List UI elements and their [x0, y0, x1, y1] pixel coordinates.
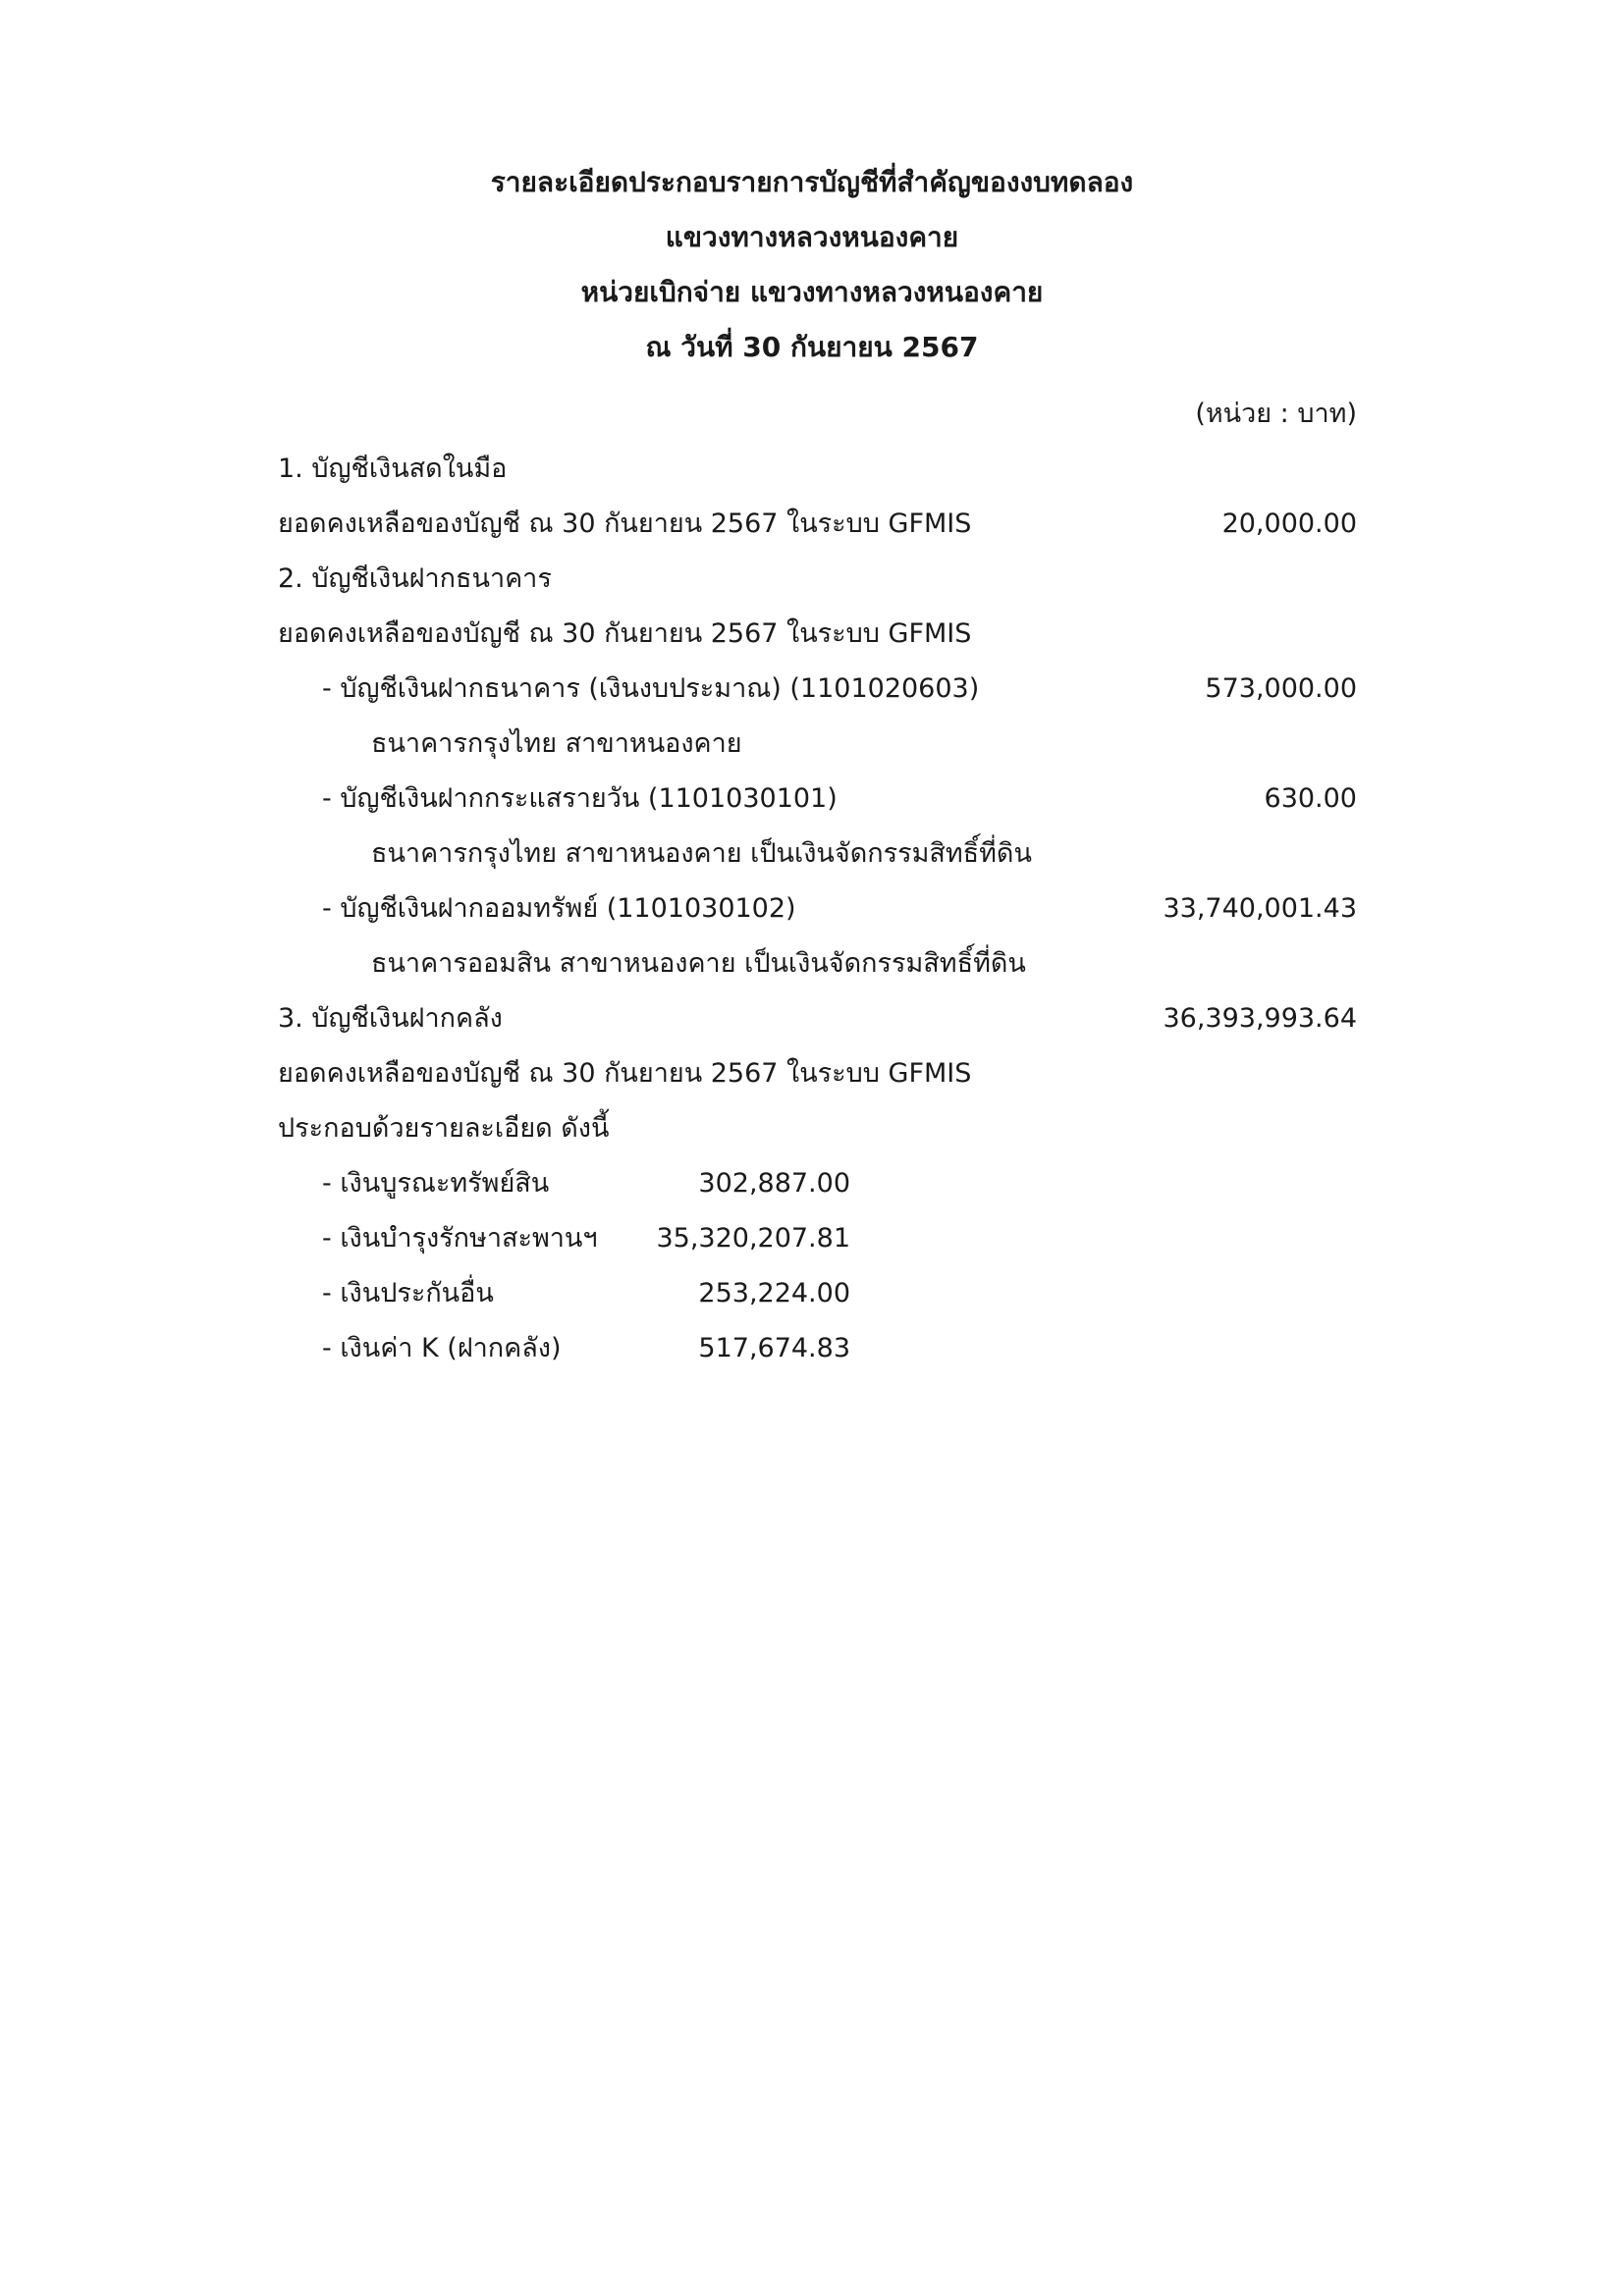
- section1-balance-text: ยอดคงเหลือของบัญชี ณ 30 กันยายน 2567 ในระบบ GFMIS: [278, 508, 972, 539]
- section3-item-label: - เงินค่า K (ฝากคลัง): [322, 1333, 562, 1363]
- disbursement-unit: หน่วยเบิกจ่าย แขวงทางหลวงหนองคาย: [580, 276, 1044, 308]
- section2-item-note: ธนาคารออมสิน สาขาหนองคาย เป็นเงินจัดกรรมสิทธิ์ที่ดิน: [371, 948, 1026, 979]
- section2-item-label: - บัญชีเงินฝากกระแสรายวัน (1101030101): [322, 783, 838, 814]
- section3-item-amount: 35,320,207.81: [656, 1223, 850, 1254]
- section3-heading: 3. บัญชีเงินฝากคลัง: [278, 1003, 503, 1034]
- section2-balance-text: ยอดคงเหลือของบัญชี ณ 30 กันยายน 2567 ในระบบ GFMIS: [278, 618, 972, 649]
- office-name: แขวงทางหลวงหนองคาย: [665, 221, 959, 253]
- section2-item-amount: 33,740,001.43: [1163, 893, 1357, 924]
- section3-item-label: - เงินประกันอื่น: [322, 1278, 494, 1308]
- section1-amount: 20,000.00: [1221, 508, 1357, 539]
- unit-label: (หน่วย : บาท): [1195, 399, 1357, 429]
- section1-heading: 1. บัญชีเงินสดในมือ: [278, 454, 508, 484]
- section2-item-note: ธนาคารกรุงไทย สาขาหนองคาย เป็นเงินจัดกรรมสิทธิ์ที่ดิน: [371, 838, 1032, 869]
- section2-item-amount: 630.00: [1264, 783, 1357, 814]
- section3-amount: 36,393,993.64: [1163, 1003, 1357, 1034]
- section2-item-label: - บัญชีเงินฝากออมทรัพย์ (1101030102): [322, 893, 796, 924]
- section2-heading: 2. บัญชีเงินฝากธนาคาร: [278, 563, 552, 594]
- report-title: รายละเอียดประกอบรายการบัญชีที่สำคัญของงบทดลอง: [490, 166, 1134, 198]
- section3-item-label: - เงินบูรณะทรัพย์สิน: [322, 1168, 550, 1199]
- report-date: ณ วันที่ 30 กันยายน 2567: [645, 331, 979, 363]
- section2-item-note: ธนาคารกรุงไทย สาขาหนองคาย: [371, 728, 742, 759]
- section3-balance-text: ยอดคงเหลือของบัญชี ณ 30 กันยายน 2567 ในระบบ GFMIS: [278, 1058, 972, 1089]
- section2-item-label: - บัญชีเงินฝากธนาคาร (เงินงบประมาณ) (1101020603): [322, 673, 980, 704]
- section3-item-label: - เงินบำรุงรักษาสะพานฯ: [322, 1223, 598, 1254]
- section2-item-amount: 573,000.00: [1205, 673, 1357, 704]
- section3-item-amount: 517,674.83: [698, 1333, 850, 1363]
- section3-detail-intro: ประกอบด้วยรายละเอียด ดังนี้: [278, 1113, 610, 1144]
- section3-item-amount: 253,224.00: [698, 1278, 850, 1308]
- section3-item-amount: 302,887.00: [698, 1168, 850, 1199]
